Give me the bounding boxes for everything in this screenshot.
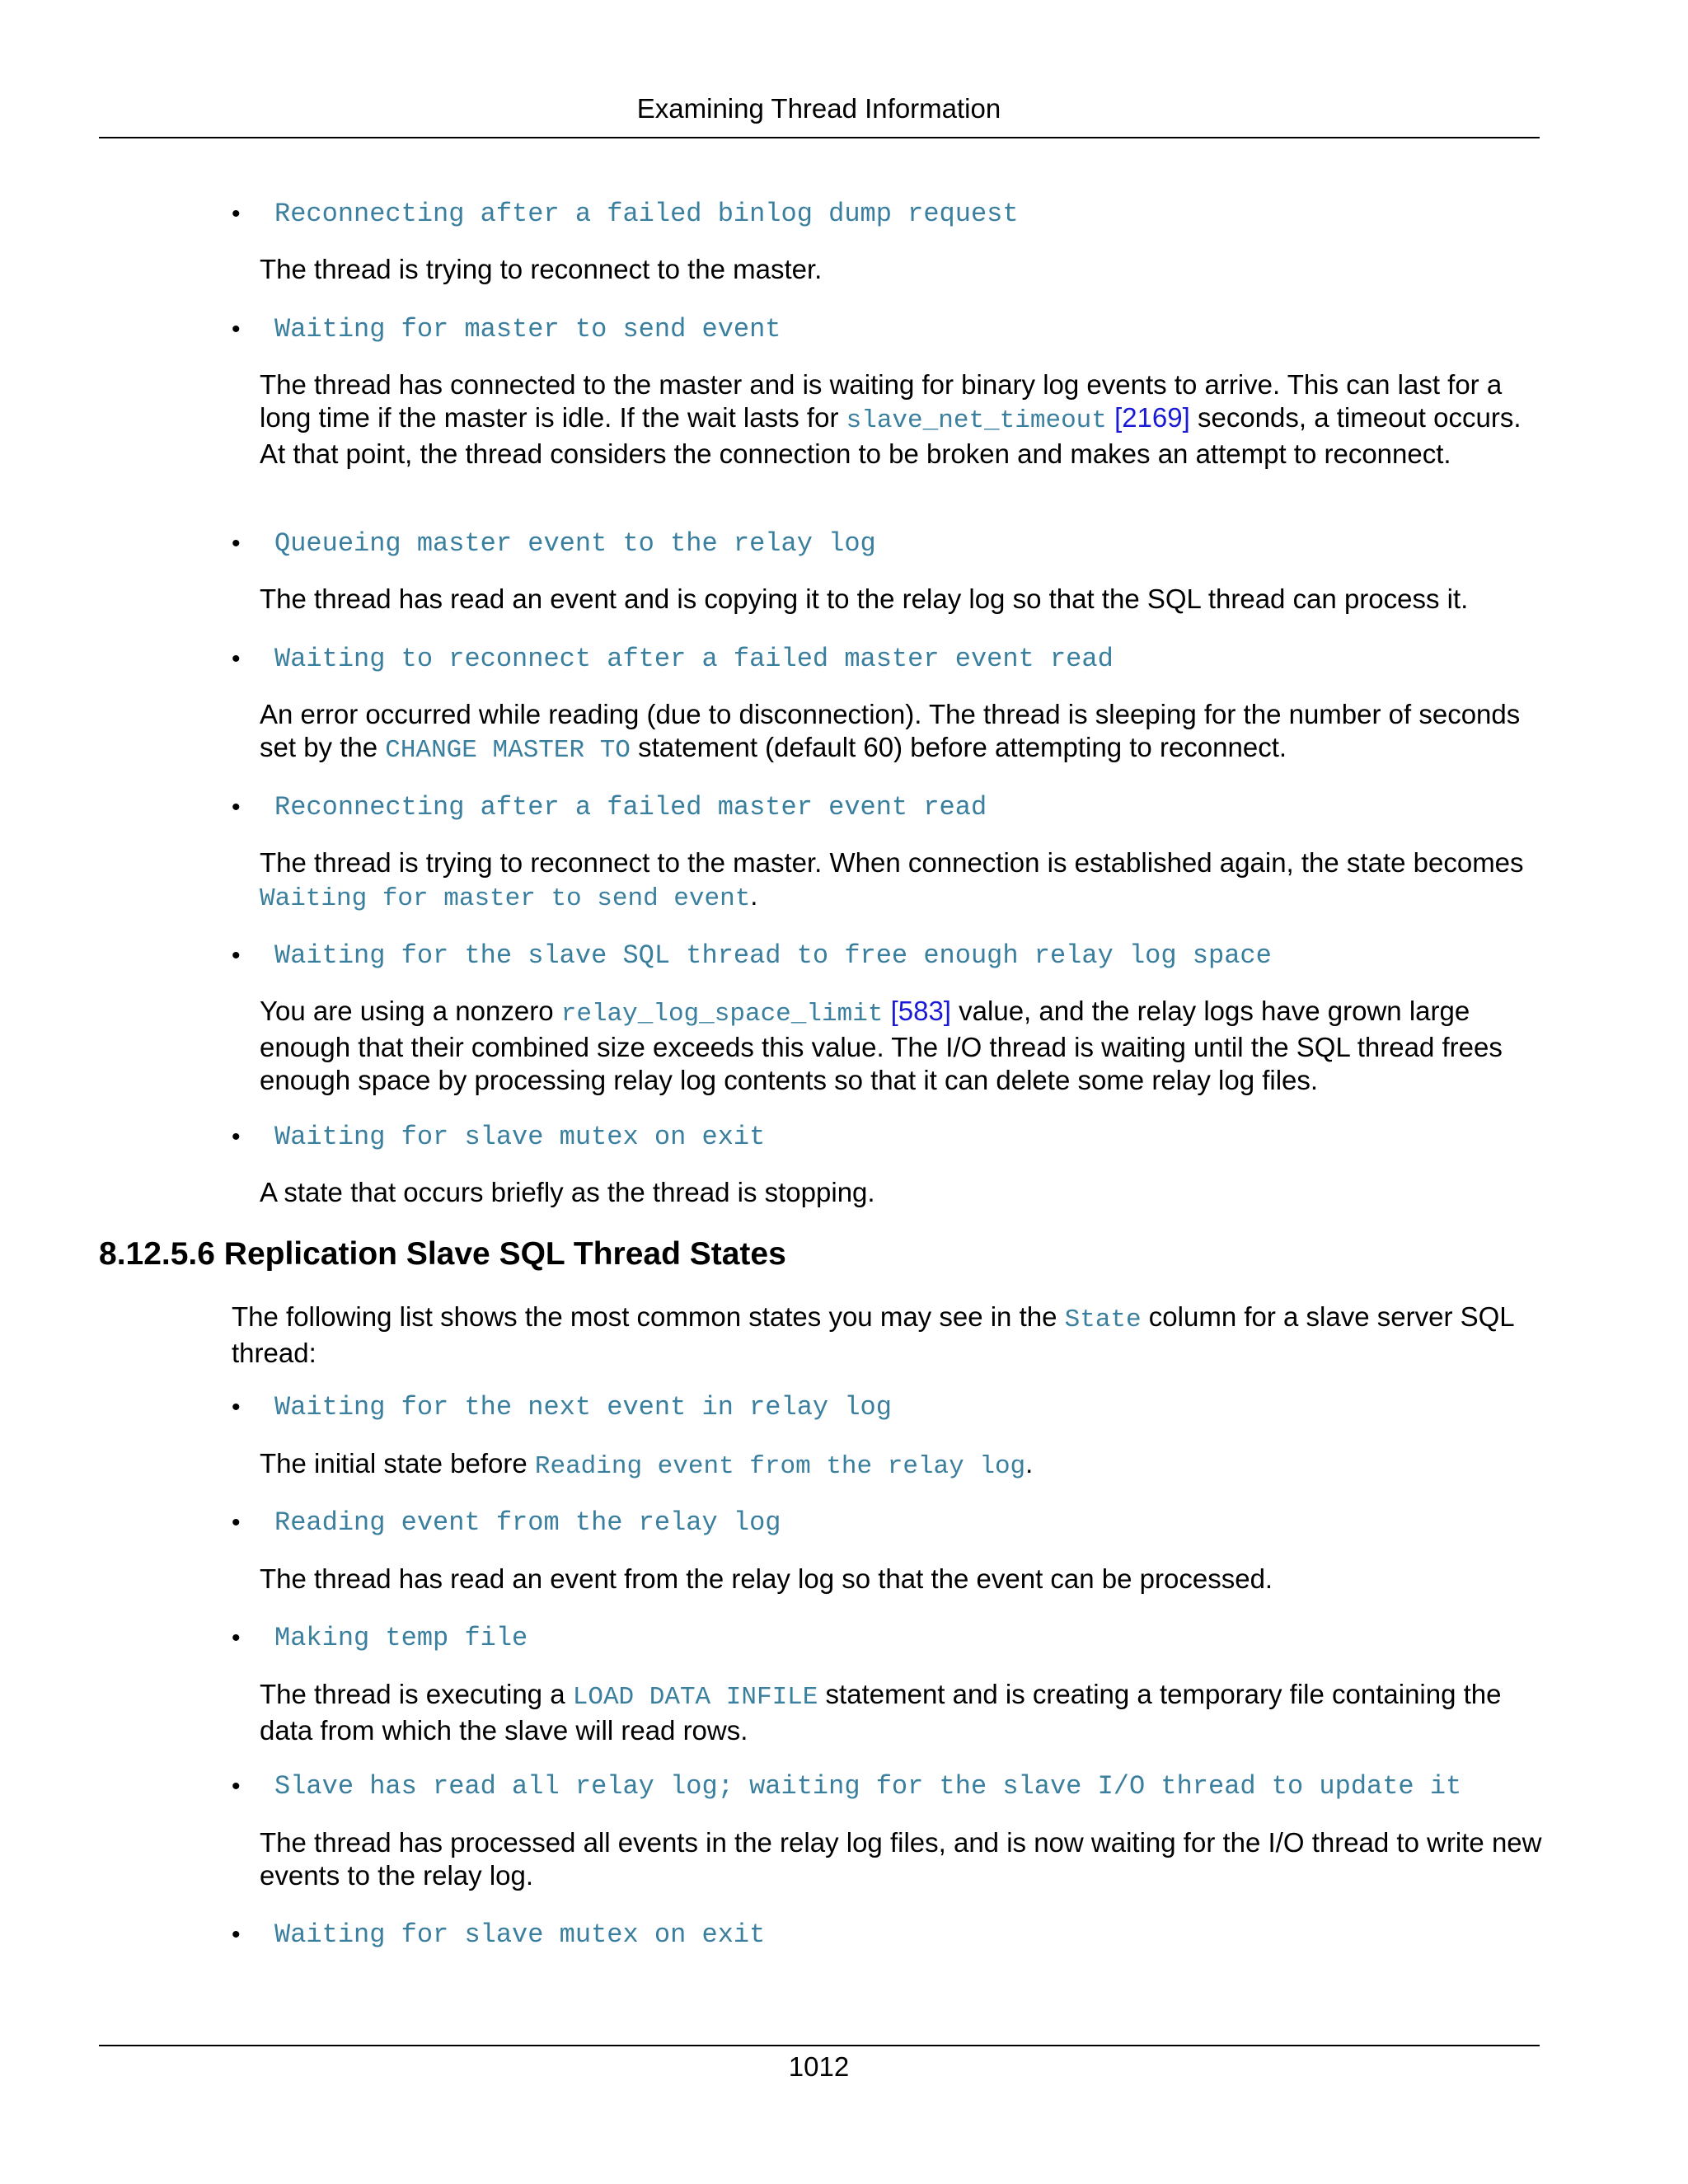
state-description: You are using a nonzero relay_log_space_limit [583] value, and the relay logs have grown large enough that their combined size exceeds this value. The I/O thread is waiting until the SQL thread frees enough space by processing relay log contents so that it can delete some relay log files. — [260, 996, 1503, 1095]
state-term: Making temp file — [274, 1623, 528, 1653]
bullet: • — [232, 200, 241, 227]
state-term: Waiting for the next event in relay log — [274, 1392, 892, 1422]
inline-code: LOAD DATA INFILE — [572, 1683, 818, 1712]
state-term: Reading event from the relay log — [274, 1507, 781, 1538]
state-description: The thread has read an event from the relay log so that the event can be processed. — [260, 1563, 1273, 1594]
bullet: • — [232, 1624, 241, 1652]
cross-reference-link[interactable]: [2169] — [1114, 402, 1190, 433]
bullet: • — [232, 1123, 241, 1151]
footer-rule — [99, 2045, 1540, 2046]
header-rule — [99, 137, 1540, 138]
state-description: A state that occurs briefly as the thread is stopping. — [260, 1177, 875, 1207]
state-term: Slave has read all relay log; waiting for the slave I/O thread to update it — [274, 1771, 1462, 1802]
state-term: Waiting for slave mutex on exit — [274, 1919, 766, 1950]
inline-code[interactable]: slave_net_timeout — [846, 406, 1107, 435]
state-term: Waiting for the slave SQL thread to free enough relay log space — [274, 940, 1272, 971]
state-description: The thread is trying to reconnect to the master. When connection is established again, the state becomes Waiting for master to send event. — [260, 847, 1524, 913]
bullet: • — [232, 1509, 241, 1536]
bullet: • — [232, 942, 241, 969]
running-header: Examining Thread Information — [636, 93, 1001, 124]
inline-code[interactable]: relay_log_space_limit — [560, 1000, 884, 1029]
state-term: Waiting for master to send event — [274, 314, 781, 344]
state-term: Queueing master event to the relay log — [274, 528, 876, 559]
state-description: An error occurred while reading (due to disconnection). The thread is sleeping for the number of seconds set by the CHANGE MASTER TO statement (default 60) before attempting to reconnect. — [260, 699, 1521, 765]
bullet: • — [232, 794, 241, 821]
state-description: The thread is trying to reconnect to the master. — [260, 254, 823, 284]
bullet: • — [232, 316, 241, 343]
state-term: Waiting for slave mutex on exit — [274, 1122, 766, 1152]
inline-code: CHANGE MASTER TO — [385, 736, 631, 765]
state-term: Waiting to reconnect after a failed master event read — [274, 644, 1114, 674]
bullet: • — [232, 530, 241, 557]
state-term: Reconnecting after a failed master event read — [274, 792, 987, 823]
bullet: • — [232, 645, 241, 673]
section-intro: The following list shows the most common states you may see in the State column for a slave server SQL thread: — [232, 1301, 1514, 1368]
bullet: • — [232, 1773, 241, 1800]
cross-reference-link[interactable]: [583] — [890, 996, 951, 1026]
state-description: The initial state before Reading event from the relay log. — [260, 1448, 1034, 1481]
state-term: Reconnecting after a failed binlog dump request — [274, 199, 1019, 229]
bullet: • — [232, 1921, 241, 1948]
inline-code: Waiting for master to send event — [260, 884, 751, 913]
inline-code: State — [1064, 1305, 1142, 1334]
state-description: The thread has read an event and is copying it to the relay log so that the SQL thread can process it. — [260, 583, 1469, 614]
section-heading: 8.12.5.6 Replication Slave SQL Thread States — [99, 1236, 786, 1272]
state-description: The thread is executing a LOAD DATA INFILE statement and is creating a temporary file containing the data from which the slave will read rows. — [260, 1679, 1502, 1746]
state-description: The thread has connected to the master and is waiting for binary log events to arrive. This can last for a long time if the master is idle. If the wait lasts for slave_net_timeout [2169] seconds, a timeout occurs. At that point, the thread considers the connection to be broken and makes an attempt to reconnect. — [260, 369, 1522, 469]
state-description: The thread has processed all events in the relay log files, and is now waiting for the I/O thread to write new events to the relay log. — [260, 1827, 1542, 1891]
inline-code: Reading event from the relay log — [534, 1452, 1026, 1481]
bullet: • — [232, 1394, 241, 1421]
page-number: 1012 — [788, 2051, 850, 2082]
